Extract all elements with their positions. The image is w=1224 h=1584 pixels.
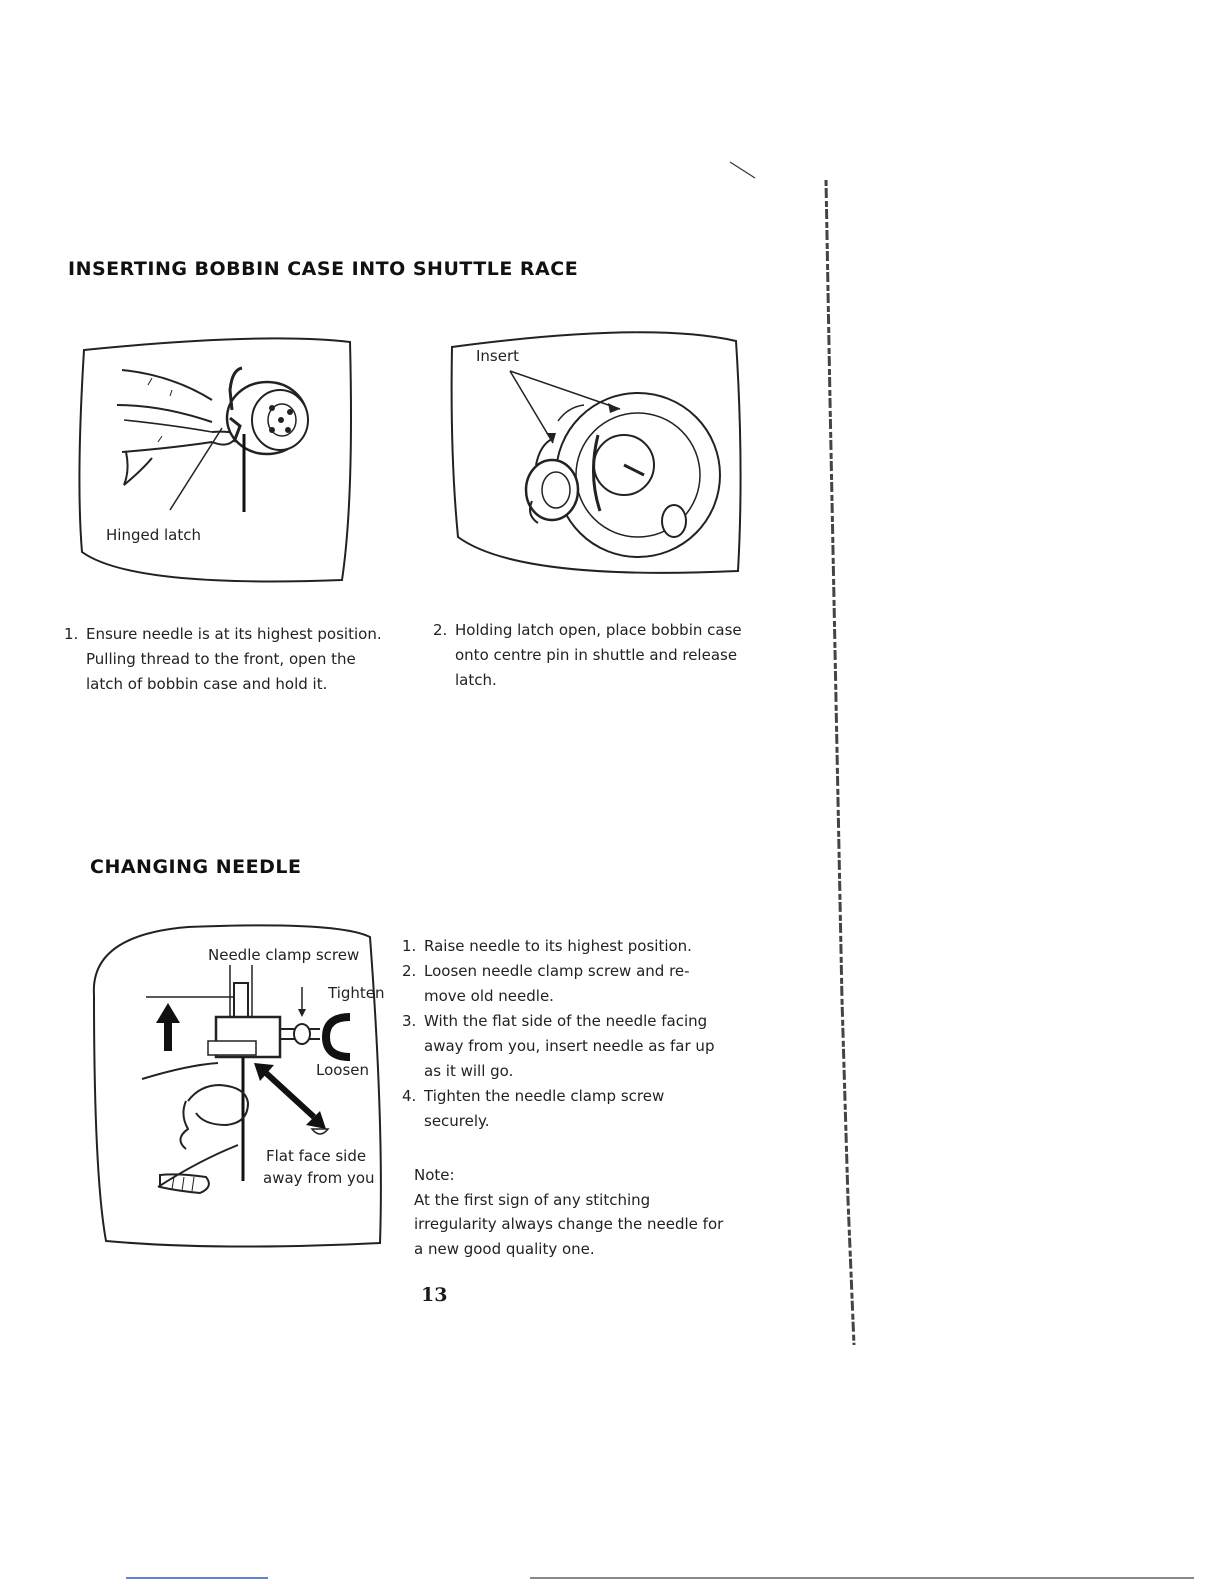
needle-step-1 bbox=[402, 934, 762, 959]
step-line: Tighten the needle clamp screw bbox=[424, 1087, 665, 1105]
step-number: 1. bbox=[64, 625, 79, 643]
note-line: a new good quality one. bbox=[414, 1239, 595, 1258]
label-needle-clamp-screw: Needle clamp screw bbox=[208, 946, 360, 964]
step-number: 2. bbox=[402, 962, 417, 980]
step-line: Loosen needle clamp screw and re- bbox=[424, 962, 690, 980]
step-number: 2. bbox=[433, 621, 448, 639]
figure-insert bbox=[448, 325, 746, 580]
label-tighten: Tighten bbox=[328, 984, 385, 1002]
step-line: With the flat side of the needle facing bbox=[424, 1012, 708, 1030]
step-line: onto centre pin in shuttle and release bbox=[455, 646, 738, 664]
needle-step-2 bbox=[402, 959, 762, 1009]
step-line: away from you, insert needle as far up bbox=[424, 1037, 715, 1055]
step-line: Pulling thread to the front, open the bbox=[86, 650, 356, 668]
step-line: Ensure needle is at its highest position. bbox=[86, 625, 382, 643]
page-number: 13 bbox=[421, 1284, 448, 1306]
step-1-bobbin bbox=[64, 622, 414, 697]
note-heading: Note: bbox=[414, 1166, 455, 1184]
note-block bbox=[414, 1163, 774, 1261]
note-line: At the first sign of any stitching bbox=[414, 1190, 651, 1209]
step-line: securely. bbox=[424, 1112, 490, 1130]
figure-hinged-latch bbox=[62, 330, 362, 592]
label-away-from-you: away from you bbox=[263, 1169, 375, 1187]
section-title-bobbin: INSERTING BOBBIN CASE INTO SHUTTLE RACE bbox=[68, 258, 579, 280]
step-line: move old needle. bbox=[424, 987, 554, 1005]
step-line: as it will go. bbox=[424, 1062, 514, 1080]
figure-hinged-latch-drawing bbox=[62, 330, 362, 592]
step-number: 3. bbox=[402, 1012, 417, 1030]
section-title-needle: CHANGING NEEDLE bbox=[90, 856, 302, 878]
figure-needle-clamp bbox=[88, 925, 388, 1253]
needle-steps bbox=[402, 934, 762, 1134]
label-loosen: Loosen bbox=[316, 1061, 369, 1079]
needle-step-4 bbox=[402, 1084, 762, 1134]
step-2-bobbin bbox=[433, 618, 793, 693]
needle-step-3 bbox=[402, 1009, 762, 1084]
pen-mark bbox=[730, 162, 755, 178]
step-number: 4. bbox=[402, 1087, 417, 1105]
label-flat-face-side: Flat face side bbox=[266, 1147, 367, 1165]
figure-needle-clamp-drawing bbox=[88, 925, 388, 1253]
step-number: 1. bbox=[402, 937, 417, 955]
figure-label-insert: Insert bbox=[476, 347, 520, 365]
step-line: latch of bobbin case and hold it. bbox=[86, 675, 328, 693]
note-line: irregularity always change the needle for bbox=[414, 1215, 724, 1233]
step-line: latch. bbox=[455, 671, 497, 689]
step-line: Holding latch open, place bobbin case bbox=[455, 621, 742, 639]
step-line: Raise needle to its highest position. bbox=[424, 937, 692, 955]
figure-label-hinged-latch: Hinged latch bbox=[106, 526, 201, 544]
